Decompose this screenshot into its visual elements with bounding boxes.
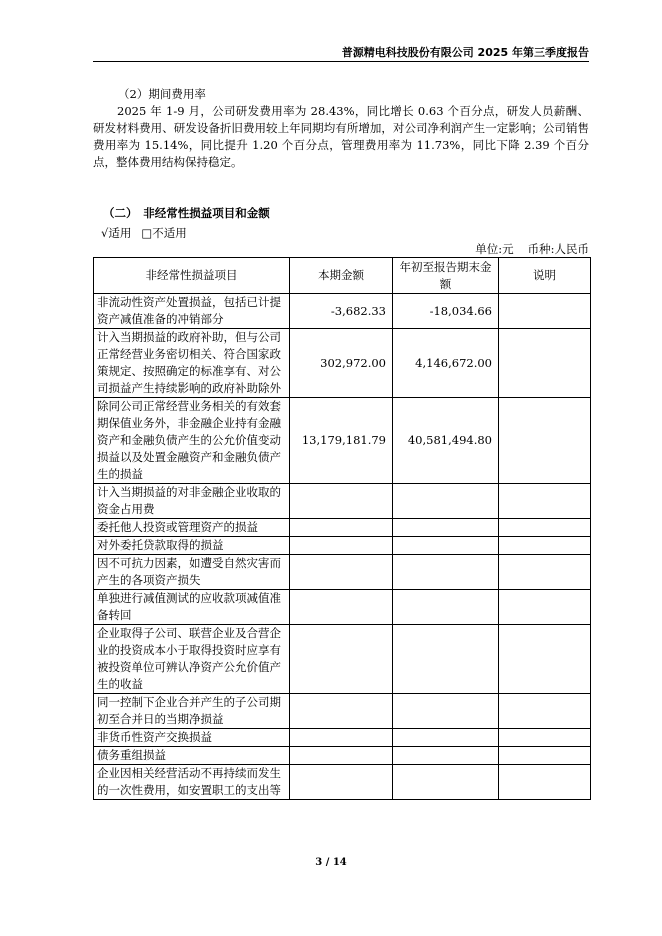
table-row xyxy=(94,329,591,398)
table-row xyxy=(94,294,591,329)
section-title: （二） 非经常性损益项目和金额 xyxy=(103,206,270,220)
table-row xyxy=(94,519,591,537)
header-current: 本期金额 xyxy=(290,258,393,294)
row-current xyxy=(290,694,393,729)
row-item: 企业取得子公司、联营企业及合营企业的投资成本小于取得投资时应享有被投资单位可辨认净资产公允价值产生的收益 xyxy=(94,625,290,694)
row-current: 302,972.00 xyxy=(290,329,393,398)
unit-label: 单位:元 xyxy=(475,242,514,256)
non-recurring-items-table xyxy=(93,257,591,800)
header-item: 非经常性损益项目 xyxy=(94,258,290,294)
row-ytd xyxy=(393,555,499,590)
table-row xyxy=(94,747,591,765)
currency-label: 币种:人民币 xyxy=(527,242,589,256)
row-item: 因不可抗力因素，如遭受自然灾害而产生的各项资产损失 xyxy=(94,555,290,590)
row-current xyxy=(290,519,393,537)
row-item: 债务重组损益 xyxy=(94,747,290,765)
row-current xyxy=(290,537,393,555)
table-header-row xyxy=(94,258,591,294)
row-item: 计入当期损益的政府补助，但与公司正常经营业务密切相关、符合国家政策规定、按照确定的标准享有、对公司损益产生持续影响的政府补助除外 xyxy=(94,329,290,398)
row-ytd xyxy=(393,747,499,765)
row-ytd xyxy=(393,694,499,729)
row-note xyxy=(499,555,591,590)
row-item: 对外委托贷款取得的损益 xyxy=(94,537,290,555)
row-note xyxy=(499,519,591,537)
table-row xyxy=(94,555,591,590)
page-header: 普源精电科技股份有限公司 2025 年第三季度报告 xyxy=(341,46,589,59)
row-ytd xyxy=(393,765,499,800)
row-note xyxy=(499,625,591,694)
header-divider xyxy=(93,61,589,62)
table-row xyxy=(94,729,591,747)
table-row xyxy=(94,484,591,519)
table-row xyxy=(94,765,591,800)
header-note: 说明 xyxy=(499,258,591,294)
row-current xyxy=(290,765,393,800)
row-note xyxy=(499,729,591,747)
table-row xyxy=(94,694,591,729)
row-note xyxy=(499,294,591,329)
row-note xyxy=(499,537,591,555)
not-applicable-option: □不适用 xyxy=(141,226,187,240)
row-item: 非流动性资产处置损益，包括已计提资产减值准备的冲销部分 xyxy=(94,294,290,329)
table-row xyxy=(94,398,591,484)
unit-line xyxy=(461,241,589,257)
header-ytd: 年初至报告期末金额 xyxy=(393,258,499,294)
row-current xyxy=(290,747,393,765)
row-current xyxy=(290,555,393,590)
row-item: 单独进行减值测试的应收款项减值准备转回 xyxy=(94,590,290,625)
row-note xyxy=(499,747,591,765)
row-ytd xyxy=(393,625,499,694)
row-note xyxy=(499,398,591,484)
row-note xyxy=(499,694,591,729)
row-item: 委托他人投资或管理资产的损益 xyxy=(94,519,290,537)
row-current: 13,179,181.79 xyxy=(290,398,393,484)
row-current xyxy=(290,729,393,747)
row-item: 计入当期损益的对非金融企业收取的资金占用费 xyxy=(94,484,290,519)
applicable-option: √适用 xyxy=(101,226,132,240)
row-note xyxy=(499,765,591,800)
page-number: 3 / 14 xyxy=(315,857,347,868)
row-item: 企业因相关经营活动不再持续而发生的一次性费用，如安置职工的支出等 xyxy=(94,765,290,800)
row-note xyxy=(499,329,591,398)
applicability-options xyxy=(101,225,197,241)
row-current: -3,682.33 xyxy=(290,294,393,329)
row-item: 非货币性资产交换损益 xyxy=(94,729,290,747)
row-item: 除同公司正常经营业务相关的有效套期保值业务外，非金融企业持有金融资产和金融负债产生的公允价值变动损益以及处置金融资产和金融负债产生的损益 xyxy=(94,398,290,484)
row-current xyxy=(290,590,393,625)
row-note xyxy=(499,590,591,625)
row-note xyxy=(499,484,591,519)
table-row xyxy=(94,537,591,555)
row-ytd: 40,581,494.80 xyxy=(393,398,499,484)
expense-subheading: （2）期间费用率 xyxy=(118,87,206,101)
row-ytd xyxy=(393,729,499,747)
row-current xyxy=(290,625,393,694)
row-ytd: -18,034.66 xyxy=(393,294,499,329)
row-ytd: 4,146,672.00 xyxy=(393,329,499,398)
table-row xyxy=(94,590,591,625)
row-ytd xyxy=(393,537,499,555)
row-ytd xyxy=(393,484,499,519)
table-row xyxy=(94,625,591,694)
row-current xyxy=(290,484,393,519)
row-ytd xyxy=(393,590,499,625)
expense-paragraph: 2025 年 1-9 月，公司研发费用率为 28.43%，同比增长 0.63 个百分点，研发人员薪酬、研发材料费用、研发设备折旧费用较上年同期均有所增加，对公司净利润产生一定影响；公司销售费用率为 15.14%，同比提升 1.20 个百分点，管理费用率为 11.73%，同比下降 2.39 个百分点，整体费用结构保持稳定。 xyxy=(93,104,589,169)
row-ytd xyxy=(393,519,499,537)
row-item: 同一控制下企业合并产生的子公司期初至合并日的当期净损益 xyxy=(94,694,290,729)
